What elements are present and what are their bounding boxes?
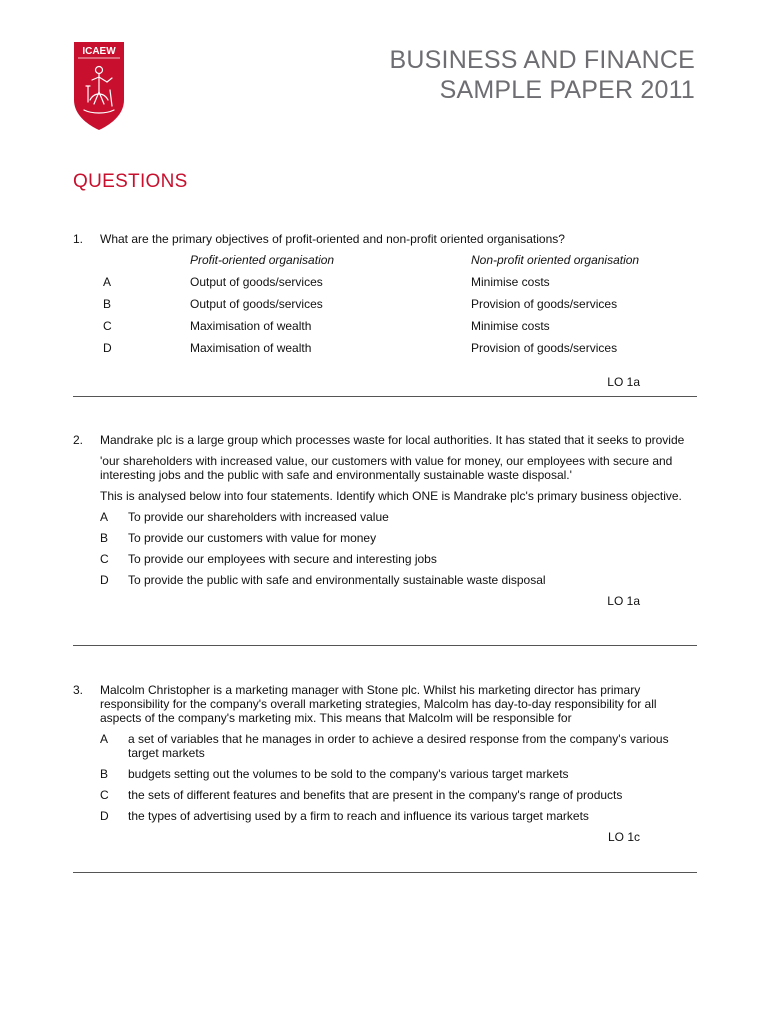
option-row (100, 275, 697, 297)
learning-outcome: LO 1c (607, 830, 640, 844)
option-row (100, 341, 697, 363)
option-text: To provide the public with safe and environmentally sustainable waste disposal (128, 573, 546, 587)
divider (73, 645, 697, 646)
option-text: To provide our shareholders with increased value (128, 510, 389, 524)
option-letter: A (100, 510, 109, 524)
option-row (100, 531, 697, 545)
learning-outcome: LO 1a (607, 594, 640, 608)
option-letter: A (103, 275, 112, 289)
option-row (100, 732, 697, 760)
column-header-profit: Profit-oriented organisation (190, 253, 335, 267)
option-text: the types of advertising used by a firm to reach and influence its various target markets (128, 809, 589, 823)
question-paragraph: Malcolm Christopher is a marketing manager with Stone plc. Whilst his marketing director has primary responsibility for the company's overall marketing strategies, Malcolm has day-to-day responsibility for all aspects of the company's marketing mix. This means that Malcolm will be responsible for (100, 683, 657, 725)
option-text: a set of variables that he manages in order to achieve a desired response from the company's various target markets (128, 732, 669, 760)
icaew-logo (74, 42, 124, 130)
option-row (100, 573, 697, 587)
option-letter: B (103, 297, 112, 311)
option-profit-value: Output of goods/services (190, 297, 323, 311)
question-stem: What are the primary objectives of profit-oriented and non-profit oriented organisations? (100, 232, 565, 246)
option-text: To provide our customers with value for money (128, 531, 377, 545)
divider (73, 396, 697, 397)
question-1 (73, 232, 697, 389)
question-3 (73, 683, 697, 844)
option-letter: A (100, 732, 109, 746)
option-row (100, 809, 697, 823)
title-line-1: BUSINESS AND FINANCE (389, 46, 695, 74)
option-letter: C (100, 788, 109, 802)
option-letter: B (100, 531, 109, 545)
option-text: the sets of different features and benefits that are present in the company's range of products (128, 788, 623, 802)
title-line-2: SAMPLE PAPER 2011 (439, 76, 695, 104)
option-letter: D (100, 809, 109, 823)
option-letter: C (103, 319, 112, 333)
option-nonprofit-value: Provision of goods/services (471, 297, 618, 311)
question-number: 2. (73, 433, 84, 447)
column-header-nonprofit: Non-profit oriented organisation (471, 253, 640, 267)
question-quote: 'our shareholders with increased value, our customers with value for money, our employees with secure and interesting jobs and the public with safe and environmentally sustainable waste disposal.' (100, 454, 673, 482)
option-row (100, 788, 697, 802)
option-row (100, 510, 697, 524)
svg-text:ICAEW: ICAEW (82, 46, 116, 57)
option-profit-value: Maximisation of wealth (190, 319, 312, 333)
option-text: To provide our employees with secure and interesting jobs (128, 552, 437, 566)
divider (73, 872, 697, 873)
option-nonprofit-value: Minimise costs (471, 319, 550, 333)
option-row (100, 319, 697, 341)
paper-title (390, 45, 695, 105)
section-heading: QUESTIONS (73, 171, 188, 192)
option-profit-value: Maximisation of wealth (190, 341, 312, 355)
option-profit-value: Output of goods/services (190, 275, 323, 289)
question-paragraph: Mandrake plc is a large group which processes waste for local authorities. It has stated that it seeks to provide (100, 433, 685, 447)
question-number: 1. (73, 232, 84, 246)
option-letter: C (100, 552, 109, 566)
option-letter: D (103, 341, 112, 355)
option-letter: D (100, 573, 109, 587)
option-row (100, 297, 697, 319)
option-row (100, 552, 697, 566)
column-headers (100, 253, 697, 275)
question-number: 3. (73, 683, 84, 697)
option-nonprofit-value: Provision of goods/services (471, 341, 618, 355)
learning-outcome: LO 1a (607, 375, 640, 389)
option-letter: B (100, 767, 109, 781)
question-instruction: This is analysed below into four statements. Identify which ONE is Mandrake plc's primary business objective. (100, 489, 682, 503)
option-text: budgets setting out the volumes to be sold to the company's various target markets (128, 767, 569, 781)
question-2 (73, 433, 697, 608)
option-row (100, 767, 697, 781)
option-nonprofit-value: Minimise costs (471, 275, 550, 289)
